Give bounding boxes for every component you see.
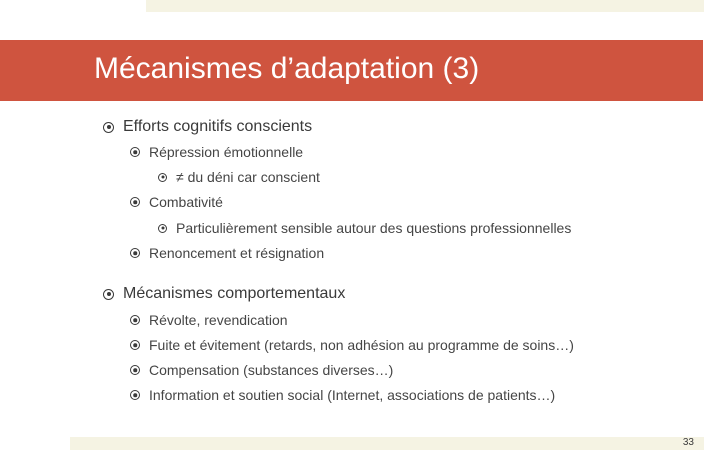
- bullet-repression: [130, 144, 303, 160]
- circled-dot-icon: [130, 340, 140, 350]
- bullet-text: Combativité: [149, 194, 223, 210]
- bullet-combativite: [130, 194, 223, 210]
- circled-dot-icon: [103, 122, 114, 133]
- bullet-efforts-cognitifs: [103, 118, 312, 136]
- circled-dot-icon: [130, 365, 140, 375]
- circled-dot-icon: [130, 147, 140, 157]
- circled-dot-icon: [130, 248, 140, 258]
- bullet-deni: [158, 169, 320, 185]
- bullet-compensation: [130, 362, 393, 378]
- top-accent-strip: [146, 0, 704, 12]
- bullet-information: [130, 387, 555, 403]
- page-number: 33: [682, 437, 694, 448]
- bullet-text: Mécanismes comportementaux: [123, 285, 346, 302]
- bullet-text: Efforts cognitifs conscients: [123, 118, 313, 135]
- bullet-mecanismes-comportementaux: [103, 285, 345, 303]
- circled-dot-icon: [130, 315, 140, 325]
- slide-title: Mécanismes d’adaptation (3): [94, 52, 480, 85]
- bullet-renoncement: [130, 245, 324, 261]
- bullet-text: Fuite et évitement (retards, non adhésion au programme de soins…): [149, 337, 574, 353]
- bullet-revolte: [130, 312, 288, 328]
- bullet-text: Répression émotionnelle: [149, 144, 304, 160]
- bullet-text: Information et soutien social (Internet, associations de patients…): [149, 387, 556, 403]
- circled-dot-icon: [130, 197, 140, 207]
- bullet-professionnelles: [158, 220, 571, 236]
- footer-bar: [70, 437, 704, 450]
- bullet-text: Compensation (substances diverses…): [149, 362, 394, 378]
- bullet-text: Révolte, revendication: [149, 312, 288, 328]
- bullet-fuite: [130, 337, 574, 353]
- circled-dot-icon: [158, 224, 167, 233]
- bullet-text: Particulièrement sensible autour des questions professionnelles: [176, 220, 572, 236]
- bullet-text: Renoncement et résignation: [149, 245, 325, 261]
- circled-dot-icon: [130, 390, 140, 400]
- circled-dot-icon: [103, 289, 114, 300]
- circled-dot-icon: [158, 173, 167, 182]
- bullet-text: ≠ du déni car conscient: [176, 169, 320, 185]
